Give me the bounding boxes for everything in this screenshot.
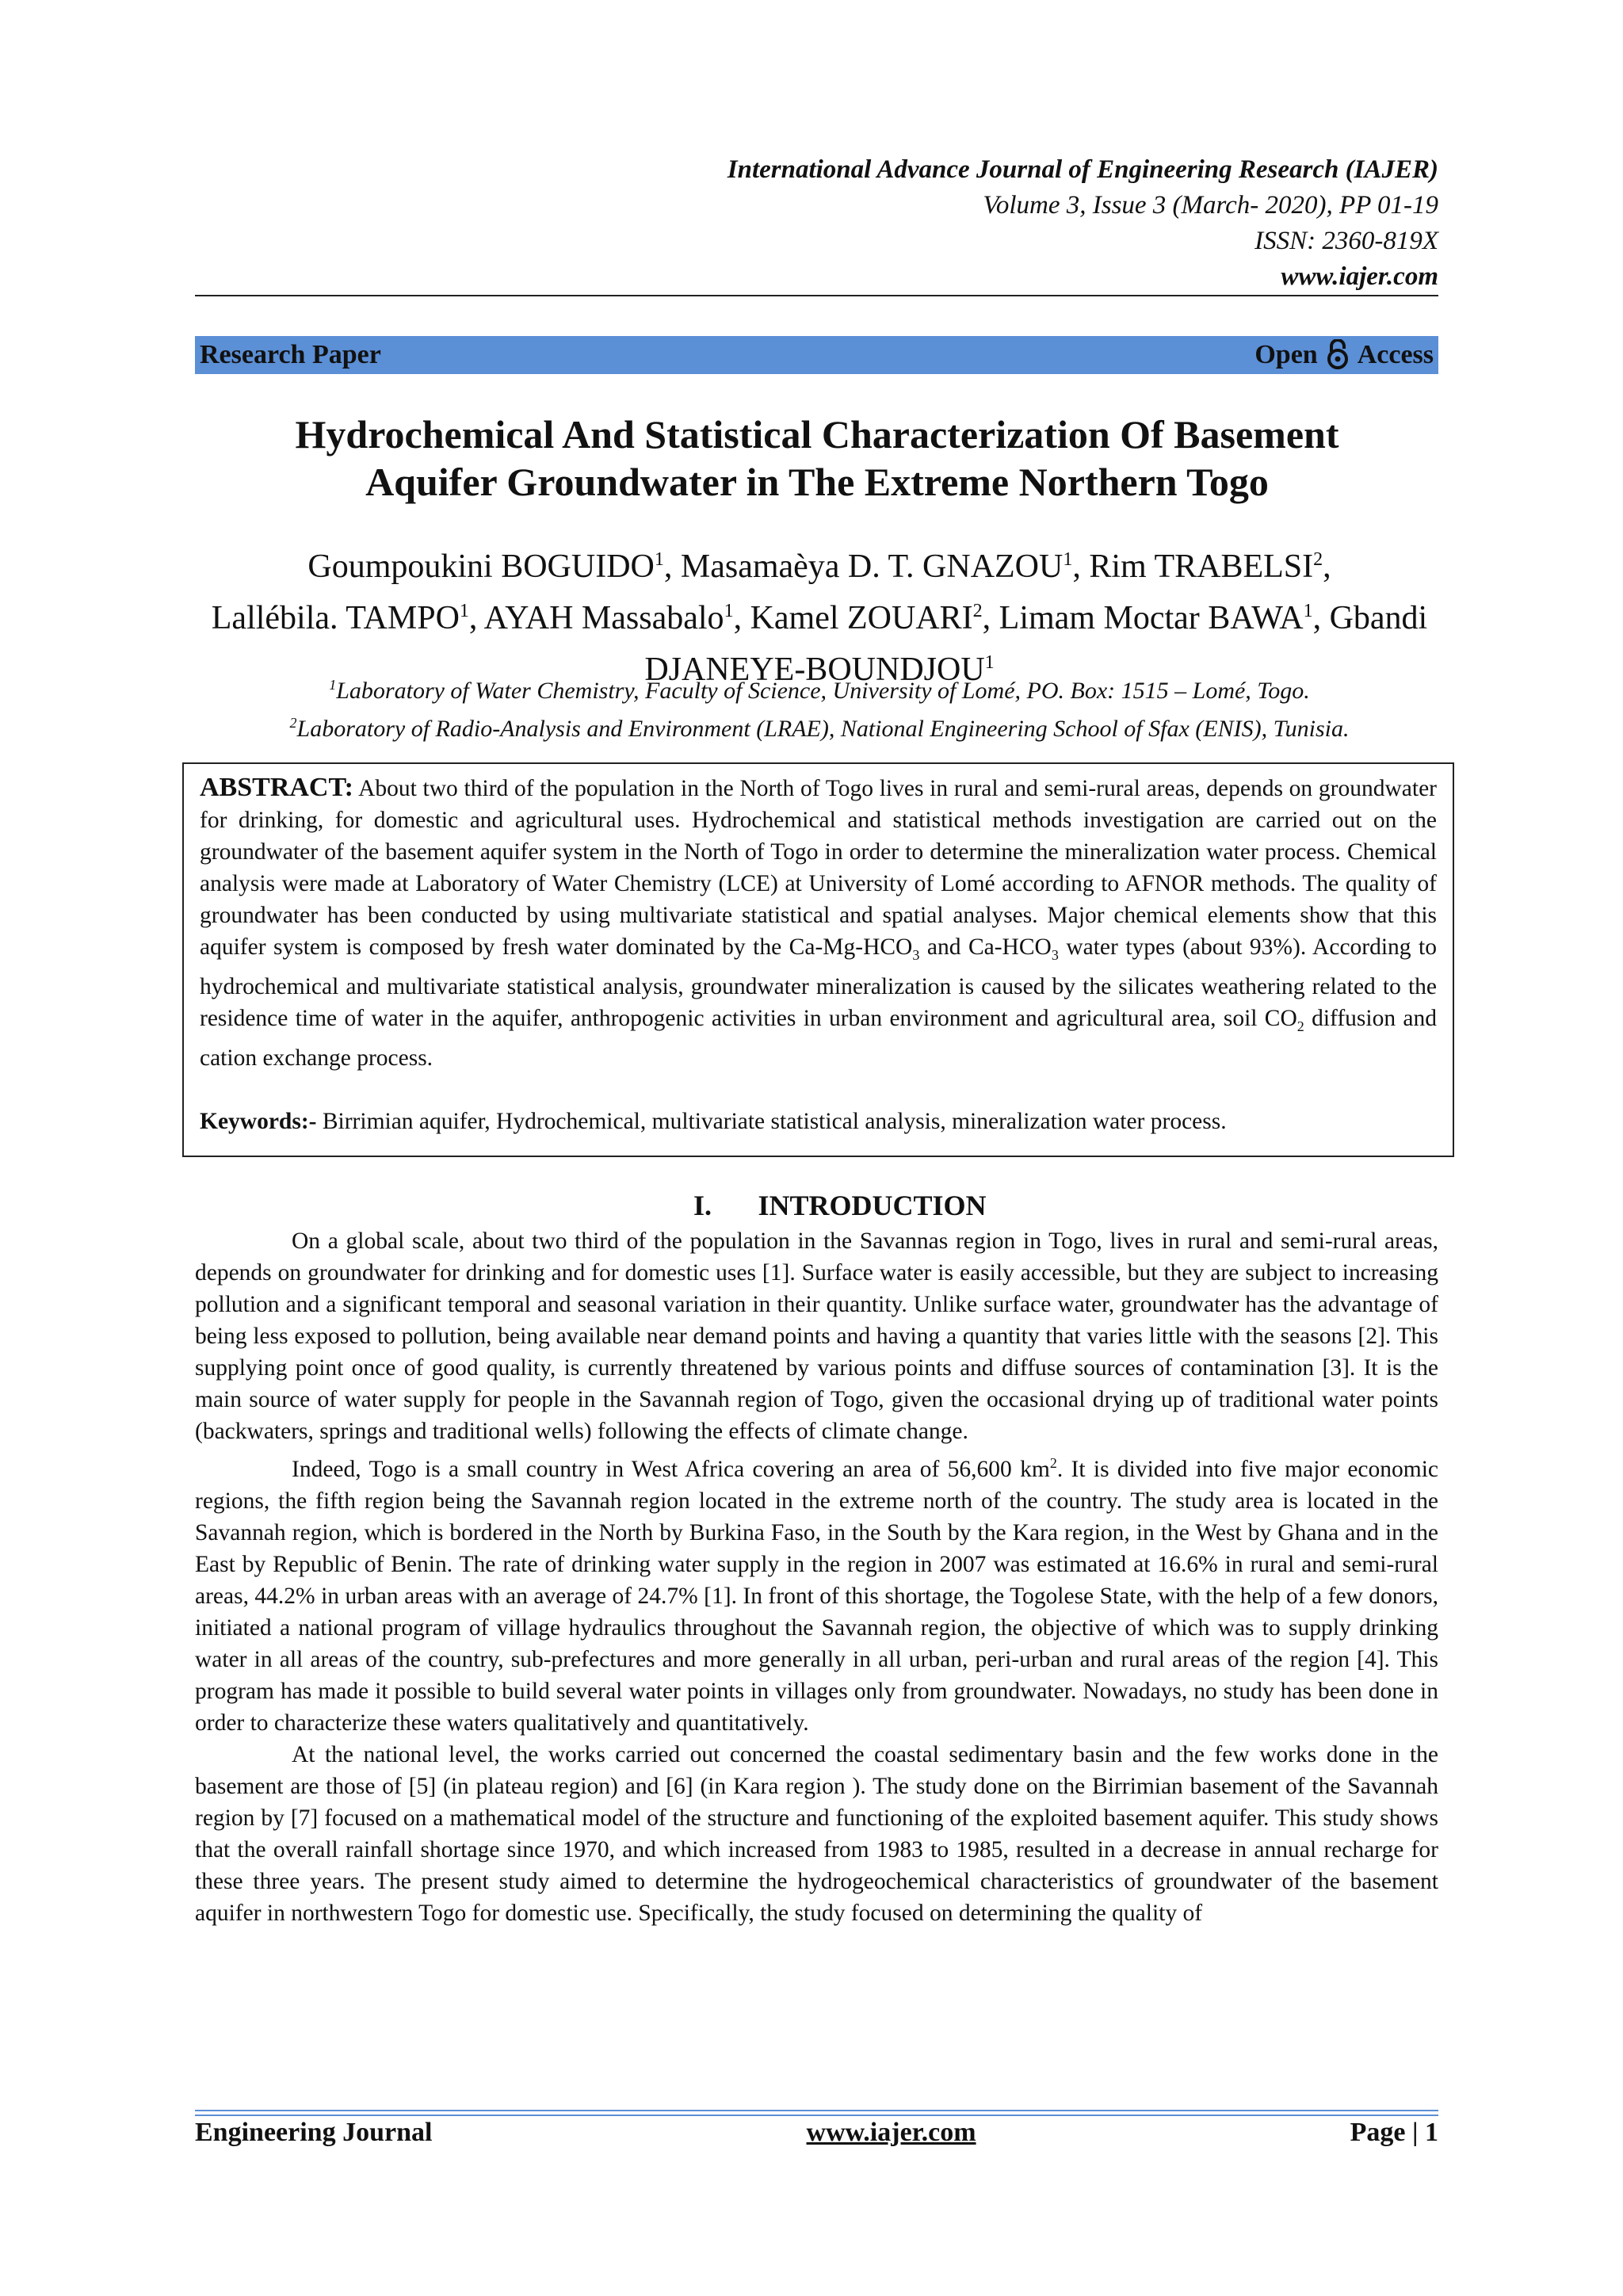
paragraph: At the national level, the works carried out concerned the coastal sedimentary basin and the few works done in the basement are those of [5] (in plateau region) and [6] (in Kara region ). The study done on the Birrimian basement of the Savannah region by [7] focused on a mathematical model of the structure and functioning of the exploited basement aquifer. This study shows that the overall rainfall shortage since 1970, and which increased from 1983 to 1985, resulted in a decrease in annual recharge for these three years. The present study aimed to determine the hydrogeochemical characteristics of groundwater of the basement aquifer in northwestern Togo for domestic use. Specifically, the study focused on determining the quality of [195,1741,1438,1926]
affiliation: $^2$Laboratory of Radio-Analysis and Environment (LRAE), National Engineering School of Sfax (ENIS), Tunisia. [289,715,1350,742]
title-line-1: Hydrochemical And Statistical Characterization Of Basement [295,412,1339,457]
paragraph: On a global scale, about two third of the population in the Savannas region in Togo, lives in rural and semi-rural areas, depends on groundwater for drinking and for domestic uses [1]. Surface water is easily accessible, but they are subject to increasing pollution and a significant temporal and seasonal variation in their quantity. Unlike surface water, groundwater has the advantage of being less exposed to pollution, being available near demand points and having a quantity that varies little with the seasons [2]. This supplying point once of good quality, is currently threatened by various points and diffuse sources of contamination [3]. It is the main source of water supply for people in the Savannah region of Togo, given the occasional drying up of traditional water points (backwaters, springs and traditional wells) following the effects of climate change. [195,1228,1438,1444]
journal-issn: ISSN: 2360-819X [1254,227,1438,255]
abstract: ABSTRACT: About two third of the population in the North of Togo lives in rural and semi-rural areas, depends on groundwater for drinking, for domestic and agricultural uses. Hydrochemical and statistical methods investigation are carried out on the groundwater of the basement aquifer system in the North of Togo in order to determine the mineralization water process. Chemical analysis were made at Laboratory of Water Chemistry (LCE) at University of Lomé according to AFNOR methods. The quality of groundwater has been conducted by using multivariate statistical and spatial analyses. Major chemical elements show that this aquifer system is composed by fresh water dominated by the $Ca-Mg-HCO_3$ and $Ca-HCO_3$ water types (about 93%). According to hydrochemical and multivariate statistical analysis, groundwater mineralization is caused by the silicates weathering related to the residence time of water in the aquifer, anthropogenic activities in urban environment and agricultural area, soil $CO_2$ diffusion and cation exchange process. [200,773,1437,1071]
footer-journal: Engineering Journal [195,2118,433,2147]
keywords-label: Keywords:- [200,1108,317,1134]
journal-volume: Volume 3, Issue 3 (March- 2020), PP 01-19 [983,191,1438,220]
section-number: I. [693,1190,712,1221]
journal-url[interactable]: www.iajer.com [1281,262,1438,291]
affiliation: $^1$Laboratory of Water Chemistry, Faculty of Science, University of Lomé, PO. Box: 1515 – Lomé, Togo. [329,677,1310,704]
paper-type-label: Research Paper [200,340,381,369]
author: AYAH Massabalo$^1$, [483,600,750,636]
body-text [195,1225,1438,1929]
paper-type-band [195,336,1438,374]
title-line-2: Aquifer Groundwater in The Extreme Northern Togo [365,460,1269,504]
page-number: Page | 1 [1350,2118,1438,2147]
paragraph: Indeed, Togo is a small country in West Africa covering an area of 56,600 $km^2$. It is divided into five major economic regions, the fifth region being the Savannah region located in the extreme north of the country. The study area is located in the Savannah region, which is bordered in the North by Burkina Faso, in the South by the Kara region, in the West by Ghana and in the East by Republic of Benin. The rate of drinking water supply in the region in 2007 was estimated at 16.6% in rural and semi-rural areas, 44.2% in urban areas with an average of 24.7% [1]. In front of this shortage, the Togolese State, with the help of a few donors, initiated a national program of village hydraulics throughout the Savannah region, the objective of which was to supply drinking water in all areas of the country, sub-prefectures and more generally in all urban, peri-urban and rural areas of the region [4]. This program has made it possible to build several water points in villages only from groundwater. Nowadays, no study has been done in order to characterize these waters qualitatively and quantitatively. [195,1455,1438,1736]
page-footer [195,2118,1438,2148]
footer-divider [195,2110,1438,2116]
journal-name: International Advance Journal of Engineering Research (IAJER) [727,155,1438,184]
author: Rim TRABELSI$^2$, [1089,548,1331,585]
author: Masamaèya D. T. GNAZOU$^1$, [680,548,1090,585]
paper-title [158,411,1476,506]
section-heading [195,1189,1438,1222]
keywords: Keywords:- Birrimian aquifer, Hydrochemical, multivariate statistical analysis, mineralization water process. [200,1108,1227,1134]
abstract-label: ABSTRACT: [200,773,353,802]
open-access-label [1254,339,1434,371]
affiliations [158,669,1480,745]
author: Kamel ZOUARI$^2$, [750,600,999,636]
author: Limam Moctar BAWA$^1$, [999,600,1330,636]
section-title: INTRODUCTION [758,1190,987,1221]
footer-url[interactable]: www.iajer.com [806,2118,976,2147]
author: Lallébila. TAMPO$^1$, [211,600,484,636]
open-label: Open [1254,340,1318,369]
access-label: Access [1357,340,1434,369]
author: Gbandi DJANEYE-BOUNDJOU$^1$ [644,600,1428,688]
journal-header [727,152,1438,295]
open-access-icon [1324,339,1351,371]
abstract-box [182,762,1454,1157]
header-divider [195,295,1438,296]
author: Goumpoukini BOGUIDO$^1$, [307,548,681,585]
